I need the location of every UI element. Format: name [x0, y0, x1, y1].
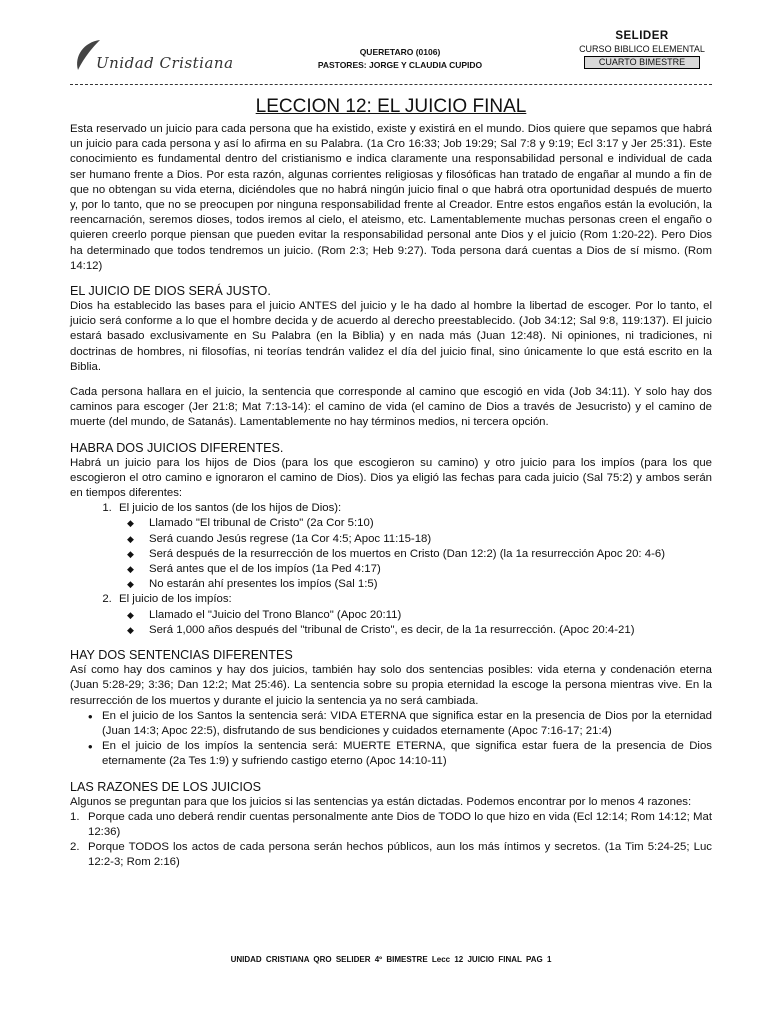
section-heading-sentencias: HAY DOS SENTENCIAS DIFERENTES: [70, 648, 293, 663]
list-item: [115, 501, 712, 592]
reason-text: Porque cada uno deberá rendir cuentas personalmente ante Dios de TODO lo que hizo en vida (Ecl 12:14; Rom 14:12; Mat 12:36): [88, 810, 712, 838]
page-footer: UNIDAD CRISTIANA QRO SELIDER 4º BIMESTRE Lecc 12 JUICIO FINAL PAG 1: [230, 955, 552, 964]
section-justo-p1: Dios ha establecido las bases para el juicio ANTES del juicio y le ha dado al hombre la libertad de escoger. Por lo tanto, el juicio será conforme a lo que el hombre decida y de acuerdo al derecho preestablecido. (Job 34:12; Sal 9:8, 119:137). El juicio estará basado exclusivamente en Su Palabra (en la Biblia) y en nada más (Juan 12:48). Ni opiniones, ni tradiciones, ni doctrinas de hombres, ni filosofías, ni teorías tendrán validez el día del juicio final, sino únicamente lo que está escrito en la Biblia.: [70, 300, 712, 373]
list-item: ◆ Será 1,000 años después del "tribunal de Cristo", es decir, de la 1a resurrección. (Apoc 20:4-21): [149, 623, 712, 638]
document-page: [70, 0, 712, 1024]
judgment-bullets: [119, 608, 712, 638]
list-item: ◆ No estarán ahí presentes los impíos (Sal 1:5): [149, 577, 712, 592]
reason-text: Porque TODOS los actos de cada persona serán hechos públicos, aun los más íntimos y secretos. (1a Tim 5:24-25; Luc 12:2-3; Rom 2:16): [88, 841, 712, 869]
header-org: SELIDER: [615, 30, 669, 42]
header-city: QUERETARO (0106): [359, 47, 441, 57]
section-sentencias-p1: Así como hay dos caminos y hay dos juicios, también hay solo dos sentencias posibles: vida eterna y condenación eterna (Juan 5:28-29; 3:36; Dan 12:2; Mat 25:46). La sentencia sobre su propia eternidad la escoge la persona mientras vive. En la resurrección de los muertos y durante el juicio la sentencia ya no será cambiada.: [70, 664, 712, 707]
header-center-info: [300, 46, 500, 72]
page-header: [70, 28, 712, 84]
list-item: [70, 840, 712, 870]
list-item: ◆ Será cuando Jesús regrese (1a Cor 4:5; Apoc 11:15-18): [149, 532, 712, 547]
list-item: [70, 810, 712, 840]
section-dos-juicios-p1: Habrá un juicio para los hijos de Dios (para los que escogieron su camino) y otro juicio para los impíos (para los que escogieron el otro camino e ignoraron el camino de Dios). Dios ya eligió las fechas para cada juicio (Sal 75:2) y ambos serán en tiempos diferentes:: [70, 456, 712, 500]
judgment-label: El juicio de los santos (de los hijos de Dios):: [119, 502, 342, 515]
list-item: ◆ Será después de la resurrección de los muertos en Cristo (Dan 12:2) (la 1a resurrección Apoc 20: 4-6): [149, 547, 712, 562]
list-item: [115, 592, 712, 638]
section-heading-justo: EL JUICIO DE DIOS SERÁ JUSTO.: [70, 284, 271, 299]
list-item: ◆ Llamado el "Juicio del Trono Blanco" (Apoc 20:11): [149, 608, 712, 623]
section-heading-razones: LAS RAZONES DE LOS JUICIOS: [70, 779, 262, 794]
list-item: • En el juicio de los impíos la sentencia será: MUERTE ETERNA, que significa estar fuera de la presencia de Dios eternamente (2a Tes 1:9) y sufriendo castigo eterno (Apoc 14:10-11): [102, 739, 712, 769]
reason-number: 2.: [70, 841, 80, 854]
reasons-list: [70, 810, 712, 871]
section-heading-dos-juicios: HABRA DOS JUICIOS DIFERENTES.: [70, 440, 284, 455]
header-pastors: PASTORES: JORGE Y CLAUDIA CUPIDO: [317, 60, 483, 70]
judgments-list: [70, 501, 712, 638]
lesson-body: [70, 122, 712, 871]
sentences-list: [70, 709, 712, 770]
intro-paragraph: Esta reservado un juicio para cada persona que ha existido, existe y existirá en el mundo. Dios quiere que sepamos que habrá un juicio para cada persona y así lo afirma en su Palabra. (1a Cro 16:33; Job 19:29; Sal 7:8 y 9:19; Ecl 3:17 y Jer 25:31). Este conocimiento es fundamental dentro del cristianismo e indica claramente una responsabilidad personal e individual de cada ser humano frente a Dios. Por esta razón, algunas corrientes religiosas y filosóficas han tratado de engañar al mundo a fin de que no obtengan su vida eterna, diciéndoles que no habrá ningún juicio final o que habrá otra oportunidad después de muerto y, por lo tanto, que no se preocupen por ninguna responsabilidad frente al Creador. Entre estos engaños están la evolución, la reencarnación, seremos dioses, todos iremos al cielo, el ateismo, etc. Lamentablemente muchas personas creen el engaño o quieren creerlo porque piensan que pueden evitar la responsabilidad personal ante Dios y el juicio (Rom 1:20-22). Pero Dios ha determinado que todos tendremos un juicio. (Rom 2:3; Heb 9:27). Toda persona dará cuentas a Dios de sí mismo. (Rom 14:12): [70, 123, 712, 272]
header-course: CURSO BIBLICO ELEMENTAL: [579, 44, 705, 54]
section-justo-p2: Cada persona hallara en el juicio, la sentencia que corresponde al camino que escogió en vida (Job 34:11). Y solo hay dos caminos para escoger (Jer 21:8; Mat 7:13-14): el camino de vida (el camino de Dios a través de Jesucristo) y el camino de muerte (del mundo, de Satanás). Lamentablemente no hay términos medios, ni tercera opción.: [70, 386, 712, 429]
list-item: ◆ Llamado "El tribunal de Cristo" (2a Cor 5:10): [149, 516, 712, 531]
lesson-title-text: LECCION 12: EL JUICIO FINAL: [255, 96, 527, 117]
list-item: ◆ Será antes que el de los impíos (1a Ped 4:17): [149, 562, 712, 577]
logo-text: Unidad Cristiana: [96, 54, 234, 72]
church-logo: [70, 36, 240, 76]
judgment-label: El juicio de los impíos:: [119, 593, 232, 606]
header-bimester-badge: CUARTO BIMESTRE: [584, 56, 700, 69]
header-right-info: [572, 30, 712, 69]
header-divider: [70, 84, 712, 85]
reason-number: 1.: [70, 810, 80, 823]
list-item: • En el juicio de los Santos la sentencia será: VIDA ETERNA que significa estar en la presencia de Dios por la eternidad (Juan 14:3; Apoc 22:5), disfrutando de sus bendiciones y cuidados eternamente (Apoc 7:16-17; 21:4): [102, 709, 712, 739]
lesson-title: [70, 95, 712, 119]
section-razones-p1: Algunos se preguntan para que los juicios si las sentencias ya están dictadas. Podemos encontrar por lo menos 4 razones:: [70, 795, 692, 808]
judgment-bullets: [119, 516, 712, 592]
